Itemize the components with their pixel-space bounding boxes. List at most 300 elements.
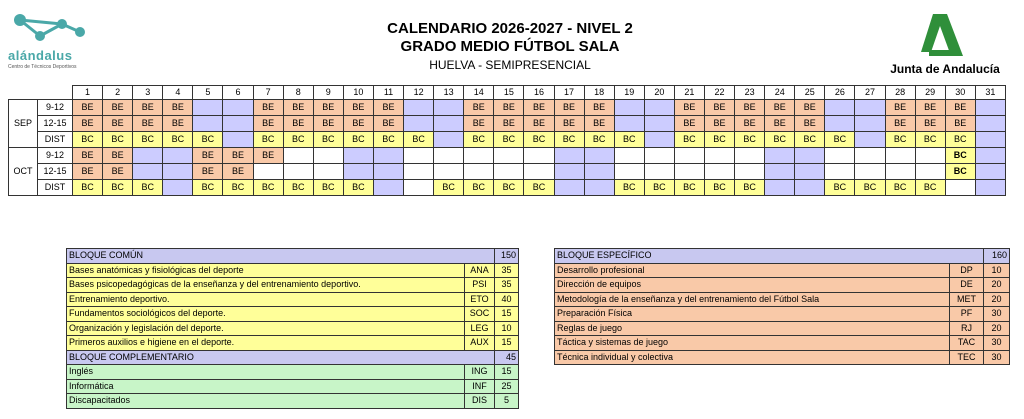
day-header: 24: [765, 86, 795, 100]
calendar-cell: BE: [73, 148, 103, 164]
calendar-cell: BC: [494, 180, 524, 196]
calendar-cell: [554, 164, 584, 180]
calendar-cell: [975, 180, 1005, 196]
page-header: [0, 0, 1024, 80]
calendar-cell: [674, 164, 704, 180]
module-name: Informática: [67, 379, 465, 394]
module-hours: 15: [495, 307, 519, 322]
calendar-cell: BE: [163, 116, 193, 132]
calendar-cell: [765, 180, 795, 196]
calendar-cell: BE: [915, 100, 945, 116]
calendar-cell: BC: [253, 132, 283, 148]
header-spacer: [38, 86, 73, 100]
module-hours: 15: [495, 336, 519, 351]
calendar-cell: [193, 100, 223, 116]
calendar-cell: BC: [915, 180, 945, 196]
calendar-cell: [404, 148, 434, 164]
calendar-row: [9, 132, 1006, 148]
calendar-cell: BC: [73, 132, 103, 148]
calendar-cell: BC: [524, 132, 554, 148]
day-header: 5: [193, 86, 223, 100]
calendar-cell: BE: [163, 100, 193, 116]
module-row: [555, 321, 1010, 336]
calendar-cell: [855, 116, 885, 132]
calendar-cell: [614, 116, 644, 132]
day-header: 25: [795, 86, 825, 100]
calendar-cell: [855, 164, 885, 180]
calendar-cell: BE: [674, 100, 704, 116]
calendar-cell: [704, 148, 734, 164]
calendar-cell: [975, 148, 1005, 164]
calendar-cell: BE: [253, 100, 283, 116]
calendar-cell: BE: [193, 148, 223, 164]
logo-right-text: Junta de Andalucía: [890, 62, 1000, 76]
module-code: SOC: [465, 307, 495, 322]
time-slot-label: DIST: [38, 132, 73, 148]
calendar-cell: [825, 164, 855, 180]
module-row: [555, 307, 1010, 322]
calendar-row: [9, 180, 1006, 196]
calendar-cell: BC: [253, 180, 283, 196]
day-header: 4: [163, 86, 193, 100]
calendar-cell: BE: [133, 116, 163, 132]
calendar-cell: [584, 180, 614, 196]
calendar-cell: [975, 132, 1005, 148]
calendar-cell: BE: [735, 100, 765, 116]
calendar-cell: BC: [313, 180, 343, 196]
calendar-cell: BC: [735, 180, 765, 196]
header-spacer: [9, 86, 38, 100]
junta-emblem-icon: [885, 12, 1005, 60]
day-header: 8: [283, 86, 313, 100]
module-row: [67, 379, 519, 394]
calendar-cell: BE: [103, 100, 133, 116]
module-code: RJ: [950, 321, 984, 336]
calendar-cell: BC: [193, 132, 223, 148]
calendar-day-header-row: [9, 86, 1006, 100]
calendar-cell: [223, 132, 253, 148]
day-header: 27: [855, 86, 885, 100]
day-header: 10: [343, 86, 373, 100]
module-hours: 20: [984, 292, 1010, 307]
module-name: Organización y legislación del deporte.: [67, 321, 465, 336]
calendar-cell: [765, 148, 795, 164]
calendar-cell: [704, 164, 734, 180]
day-header: 16: [524, 86, 554, 100]
calendar-cell: [885, 148, 915, 164]
calendar-cell: BE: [464, 100, 494, 116]
calendar-cell: BC: [103, 180, 133, 196]
bloque-especifico-total: 160: [984, 249, 1010, 264]
day-header: 21: [674, 86, 704, 100]
module-hours: 35: [495, 278, 519, 293]
calendar-cell: [554, 180, 584, 196]
calendar-cell: [644, 164, 674, 180]
calendar-cell: [825, 116, 855, 132]
calendar-cell: BC: [524, 180, 554, 196]
calendar-cell: BE: [704, 116, 734, 132]
page-subtitle: GRADO MEDIO FÚTBOL SALA: [400, 38, 620, 55]
calendar-row: [9, 100, 1006, 116]
module-hours: 30: [984, 350, 1010, 365]
module-row: [67, 292, 519, 307]
module-code: DP: [950, 263, 984, 278]
calendar-cell: [765, 164, 795, 180]
module-row: [67, 321, 519, 336]
module-name: Bases anatómicas y fisiológicas del deporte: [67, 263, 465, 278]
calendar-row: [9, 116, 1006, 132]
calendar-cell: [614, 164, 644, 180]
calendar-cell: [825, 100, 855, 116]
module-code: ETO: [465, 292, 495, 307]
calendar-cell: [434, 116, 464, 132]
calendar-cell: [494, 164, 524, 180]
calendar-cell: BC: [885, 180, 915, 196]
module-row: [555, 350, 1010, 365]
calendar-cell: BC: [614, 180, 644, 196]
bloque-comun-title: BLOQUE COMÚN: [67, 249, 495, 264]
module-hours: 25: [495, 379, 519, 394]
module-hours: 10: [984, 263, 1010, 278]
calendar-cell: [163, 180, 193, 196]
module-name: Primeros auxilios e higiene en el deporte.: [67, 336, 465, 351]
calendar-cell: BE: [524, 116, 554, 132]
calendar-cell: [945, 180, 975, 196]
calendar-cell: BE: [885, 100, 915, 116]
time-slot-label: 9-12: [38, 100, 73, 116]
calendar-cell: BE: [223, 164, 253, 180]
calendar-cell: [343, 164, 373, 180]
calendar-cell: BE: [253, 116, 283, 132]
calendar-cell: BC: [223, 180, 253, 196]
calendar-cell: [584, 148, 614, 164]
calendar-cell: BC: [704, 132, 734, 148]
calendar-cell: BC: [945, 148, 975, 164]
calendar-cell: BE: [945, 116, 975, 132]
calendar-cell: [915, 164, 945, 180]
calendar-cell: BE: [464, 116, 494, 132]
calendar-cell: BC: [765, 132, 795, 148]
calendar-cell: [223, 100, 253, 116]
calendar-cell: [283, 148, 313, 164]
calendar-cell: [313, 164, 343, 180]
calendar-cell: BC: [735, 132, 765, 148]
calendar-cell: BC: [614, 132, 644, 148]
calendar-cell: [735, 164, 765, 180]
calendar-cell: [494, 148, 524, 164]
calendar-cell: BE: [133, 100, 163, 116]
bloque-comun-header: [67, 249, 519, 264]
legend-left-table: [66, 248, 519, 409]
calendar-cell: [975, 100, 1005, 116]
calendar-cell: [133, 148, 163, 164]
module-row: [67, 278, 519, 293]
module-row: [67, 307, 519, 322]
calendar-cell: [404, 180, 434, 196]
module-name: Táctica y sistemas de juego: [555, 336, 950, 351]
day-header: 26: [825, 86, 855, 100]
calendar-cell: BC: [644, 180, 674, 196]
module-name: Preparación Física: [555, 307, 950, 322]
month-label: SEP: [9, 100, 38, 148]
module-row: [67, 336, 519, 351]
calendar-cell: BC: [885, 132, 915, 148]
module-hours: 30: [984, 336, 1010, 351]
day-header: 31: [975, 86, 1005, 100]
calendar-cell: [434, 100, 464, 116]
calendar-cell: BE: [945, 100, 975, 116]
calendar-cell: [825, 148, 855, 164]
module-name: Reglas de juego: [555, 321, 950, 336]
day-header: 17: [554, 86, 584, 100]
calendar-cell: [313, 148, 343, 164]
calendar-cell: [674, 148, 704, 164]
calendar-cell: BC: [855, 180, 885, 196]
page-location: HUELVA - SEMIPRESENCIAL: [429, 58, 591, 72]
calendar-cell: BC: [313, 132, 343, 148]
day-header: 7: [253, 86, 283, 100]
calendar-cell: BC: [133, 180, 163, 196]
time-slot-label: 12-15: [38, 164, 73, 180]
module-name: Desarrollo profesional: [555, 263, 950, 278]
calendar-cell: BC: [674, 132, 704, 148]
calendar-cell: [795, 180, 825, 196]
day-header: 18: [584, 86, 614, 100]
calendar-cell: BE: [253, 148, 283, 164]
calendar-cell: BE: [103, 116, 133, 132]
module-hours: 35: [495, 263, 519, 278]
calendar-cell: BC: [373, 132, 403, 148]
calendar-cell: [795, 148, 825, 164]
module-row: [555, 292, 1010, 307]
calendar-cell: BC: [464, 132, 494, 148]
calendar-cell: [434, 164, 464, 180]
alandalus-logo: [8, 10, 98, 70]
module-hours: 5: [495, 394, 519, 409]
calendar-cell: BC: [103, 132, 133, 148]
module-row: [67, 394, 519, 409]
calendar-cell: BC: [704, 180, 734, 196]
time-slot-label: 9-12: [38, 148, 73, 164]
network-logo-icon: [8, 10, 88, 46]
calendar-cell: [855, 132, 885, 148]
calendar-cell: [644, 148, 674, 164]
calendar-cell: [373, 164, 403, 180]
module-name: Entrenamiento deportivo.: [67, 292, 465, 307]
calendar-cell: [644, 132, 674, 148]
calendar-cell: [524, 148, 554, 164]
module-name: Metodología de la enseñanza y del entrenamiento del Fútbol Sala: [555, 292, 950, 307]
calendar-cell: BE: [283, 116, 313, 132]
calendar-cell: [915, 148, 945, 164]
calendar-cell: BE: [103, 148, 133, 164]
module-code: MET: [950, 292, 984, 307]
calendar-cell: BC: [825, 180, 855, 196]
calendar-cell: BE: [313, 100, 343, 116]
calendar-cell: BC: [584, 132, 614, 148]
module-name: Fundamentos sociológicos del deporte.: [67, 307, 465, 322]
day-header: 22: [704, 86, 734, 100]
calendar-cell: [163, 164, 193, 180]
module-name: Discapacitados: [67, 394, 465, 409]
calendar-cell: BE: [885, 116, 915, 132]
day-header: 6: [223, 86, 253, 100]
month-label: OCT: [9, 148, 38, 196]
calendar-row: [9, 148, 1006, 164]
day-header: 9: [313, 86, 343, 100]
bloque-complementario-header: [67, 350, 519, 365]
calendar-cell: BE: [73, 100, 103, 116]
day-header: 14: [464, 86, 494, 100]
module-name: Inglés: [67, 365, 465, 380]
module-name: Técnica individual y colectiva: [555, 350, 950, 365]
calendar-cell: BC: [404, 132, 434, 148]
module-row: [555, 263, 1010, 278]
calendar-cell: [795, 164, 825, 180]
module-hours: 30: [984, 307, 1010, 322]
calendar-cell: [644, 100, 674, 116]
calendar-cell: [855, 100, 885, 116]
calendar-cell: BC: [825, 132, 855, 148]
module-code: DIS: [465, 394, 495, 409]
module-code: INF: [465, 379, 495, 394]
calendar-cell: BC: [343, 180, 373, 196]
day-header: 11: [373, 86, 403, 100]
calendar-cell: [434, 132, 464, 148]
module-code: TAC: [950, 336, 984, 351]
calendar-cell: [193, 116, 223, 132]
calendar-cell: [614, 148, 644, 164]
calendar-cell: BC: [133, 132, 163, 148]
calendar-cell: BE: [494, 116, 524, 132]
calendar-cell: BC: [795, 132, 825, 148]
calendar-cell: BE: [343, 100, 373, 116]
calendar-cell: BE: [795, 116, 825, 132]
bloque-especifico-header: [555, 249, 1010, 264]
calendar-cell: [283, 164, 313, 180]
time-slot-label: DIST: [38, 180, 73, 196]
calendar-cell: BE: [584, 116, 614, 132]
calendar-cell: [614, 100, 644, 116]
module-hours: 40: [495, 292, 519, 307]
module-row: [67, 263, 519, 278]
calendar-cell: [343, 148, 373, 164]
calendar-cell: [584, 164, 614, 180]
calendar-cell: BC: [945, 132, 975, 148]
calendar-cell: BC: [674, 180, 704, 196]
day-header: 23: [735, 86, 765, 100]
calendar-cell: BE: [283, 100, 313, 116]
calendar-cell: BE: [735, 116, 765, 132]
page-title: CALENDARIO 2026-2027 - NIVEL 2: [387, 20, 633, 37]
module-hours: 10: [495, 321, 519, 336]
calendar-cell: [975, 164, 1005, 180]
calendar-cell: [223, 116, 253, 132]
junta-andalucia-logo: [885, 12, 1005, 76]
calendar-cell: BE: [73, 116, 103, 132]
calendar-cell: BC: [434, 180, 464, 196]
calendar-cell: BE: [103, 164, 133, 180]
module-code: DE: [950, 278, 984, 293]
bloque-comun-total: 150: [495, 249, 519, 264]
day-header: 3: [133, 86, 163, 100]
calendar-cell: [404, 116, 434, 132]
module-code: ING: [465, 365, 495, 380]
calendar-cell: BE: [765, 100, 795, 116]
calendar-cell: [464, 164, 494, 180]
calendar-cell: [253, 164, 283, 180]
module-row: [555, 336, 1010, 351]
module-code: LEG: [465, 321, 495, 336]
logo-left-text: alándalus: [8, 48, 73, 63]
time-slot-label: 12-15: [38, 116, 73, 132]
calendar-cell: BC: [464, 180, 494, 196]
calendar-cell: BE: [554, 116, 584, 132]
calendar-cell: BC: [193, 180, 223, 196]
calendar-row: [9, 164, 1006, 180]
calendar-cell: BC: [343, 132, 373, 148]
day-header: 28: [885, 86, 915, 100]
module-code: PSI: [465, 278, 495, 293]
calendar-cell: [404, 100, 434, 116]
module-hours: 20: [984, 321, 1010, 336]
calendar-cell: [735, 148, 765, 164]
calendar-cell: BE: [584, 100, 614, 116]
day-header: 19: [614, 86, 644, 100]
calendar-cell: BC: [283, 180, 313, 196]
day-header: 30: [945, 86, 975, 100]
calendar-cell: [975, 116, 1005, 132]
module-name: Dirección de equipos: [555, 278, 950, 293]
day-header: 29: [915, 86, 945, 100]
module-code: ANA: [465, 263, 495, 278]
logo-left-subtext: Centro de Técnicos Deportivos: [8, 64, 77, 70]
day-header: 13: [434, 86, 464, 100]
calendar-cell: BE: [524, 100, 554, 116]
calendar-cell: BE: [915, 116, 945, 132]
day-header: 12: [404, 86, 434, 100]
calendar-cell: BC: [945, 164, 975, 180]
module-hours: 20: [984, 278, 1010, 293]
calendar-cell: [855, 148, 885, 164]
calendar-cell: [464, 148, 494, 164]
module-hours: 15: [495, 365, 519, 380]
bloque-especifico-title: BLOQUE ESPECÍFICO: [555, 249, 984, 264]
bloque-complementario-title: BLOQUE COMPLEMENTARIO: [67, 350, 495, 365]
legend-right-table: [554, 248, 1010, 365]
calendar-cell: [434, 148, 464, 164]
calendar-cell: [373, 148, 403, 164]
calendar-cell: [885, 164, 915, 180]
day-header: 20: [644, 86, 674, 100]
calendar-cell: BC: [915, 132, 945, 148]
calendar-cell: [644, 116, 674, 132]
calendar-cell: [133, 164, 163, 180]
module-row: [555, 278, 1010, 293]
calendar-cell: BE: [704, 100, 734, 116]
calendar-cell: BE: [223, 148, 253, 164]
calendar-cell: BC: [283, 132, 313, 148]
calendar-cell: [554, 148, 584, 164]
module-code: PF: [950, 307, 984, 322]
module-name: Bases psicopedagógicas de la enseñanza y del entrenamiento deportivo.: [67, 278, 465, 293]
calendar-cell: BC: [163, 132, 193, 148]
module-code: AUX: [465, 336, 495, 351]
calendar-cell: [163, 148, 193, 164]
module-row: [67, 365, 519, 380]
calendar-cell: BC: [73, 180, 103, 196]
calendar-cell: BC: [494, 132, 524, 148]
